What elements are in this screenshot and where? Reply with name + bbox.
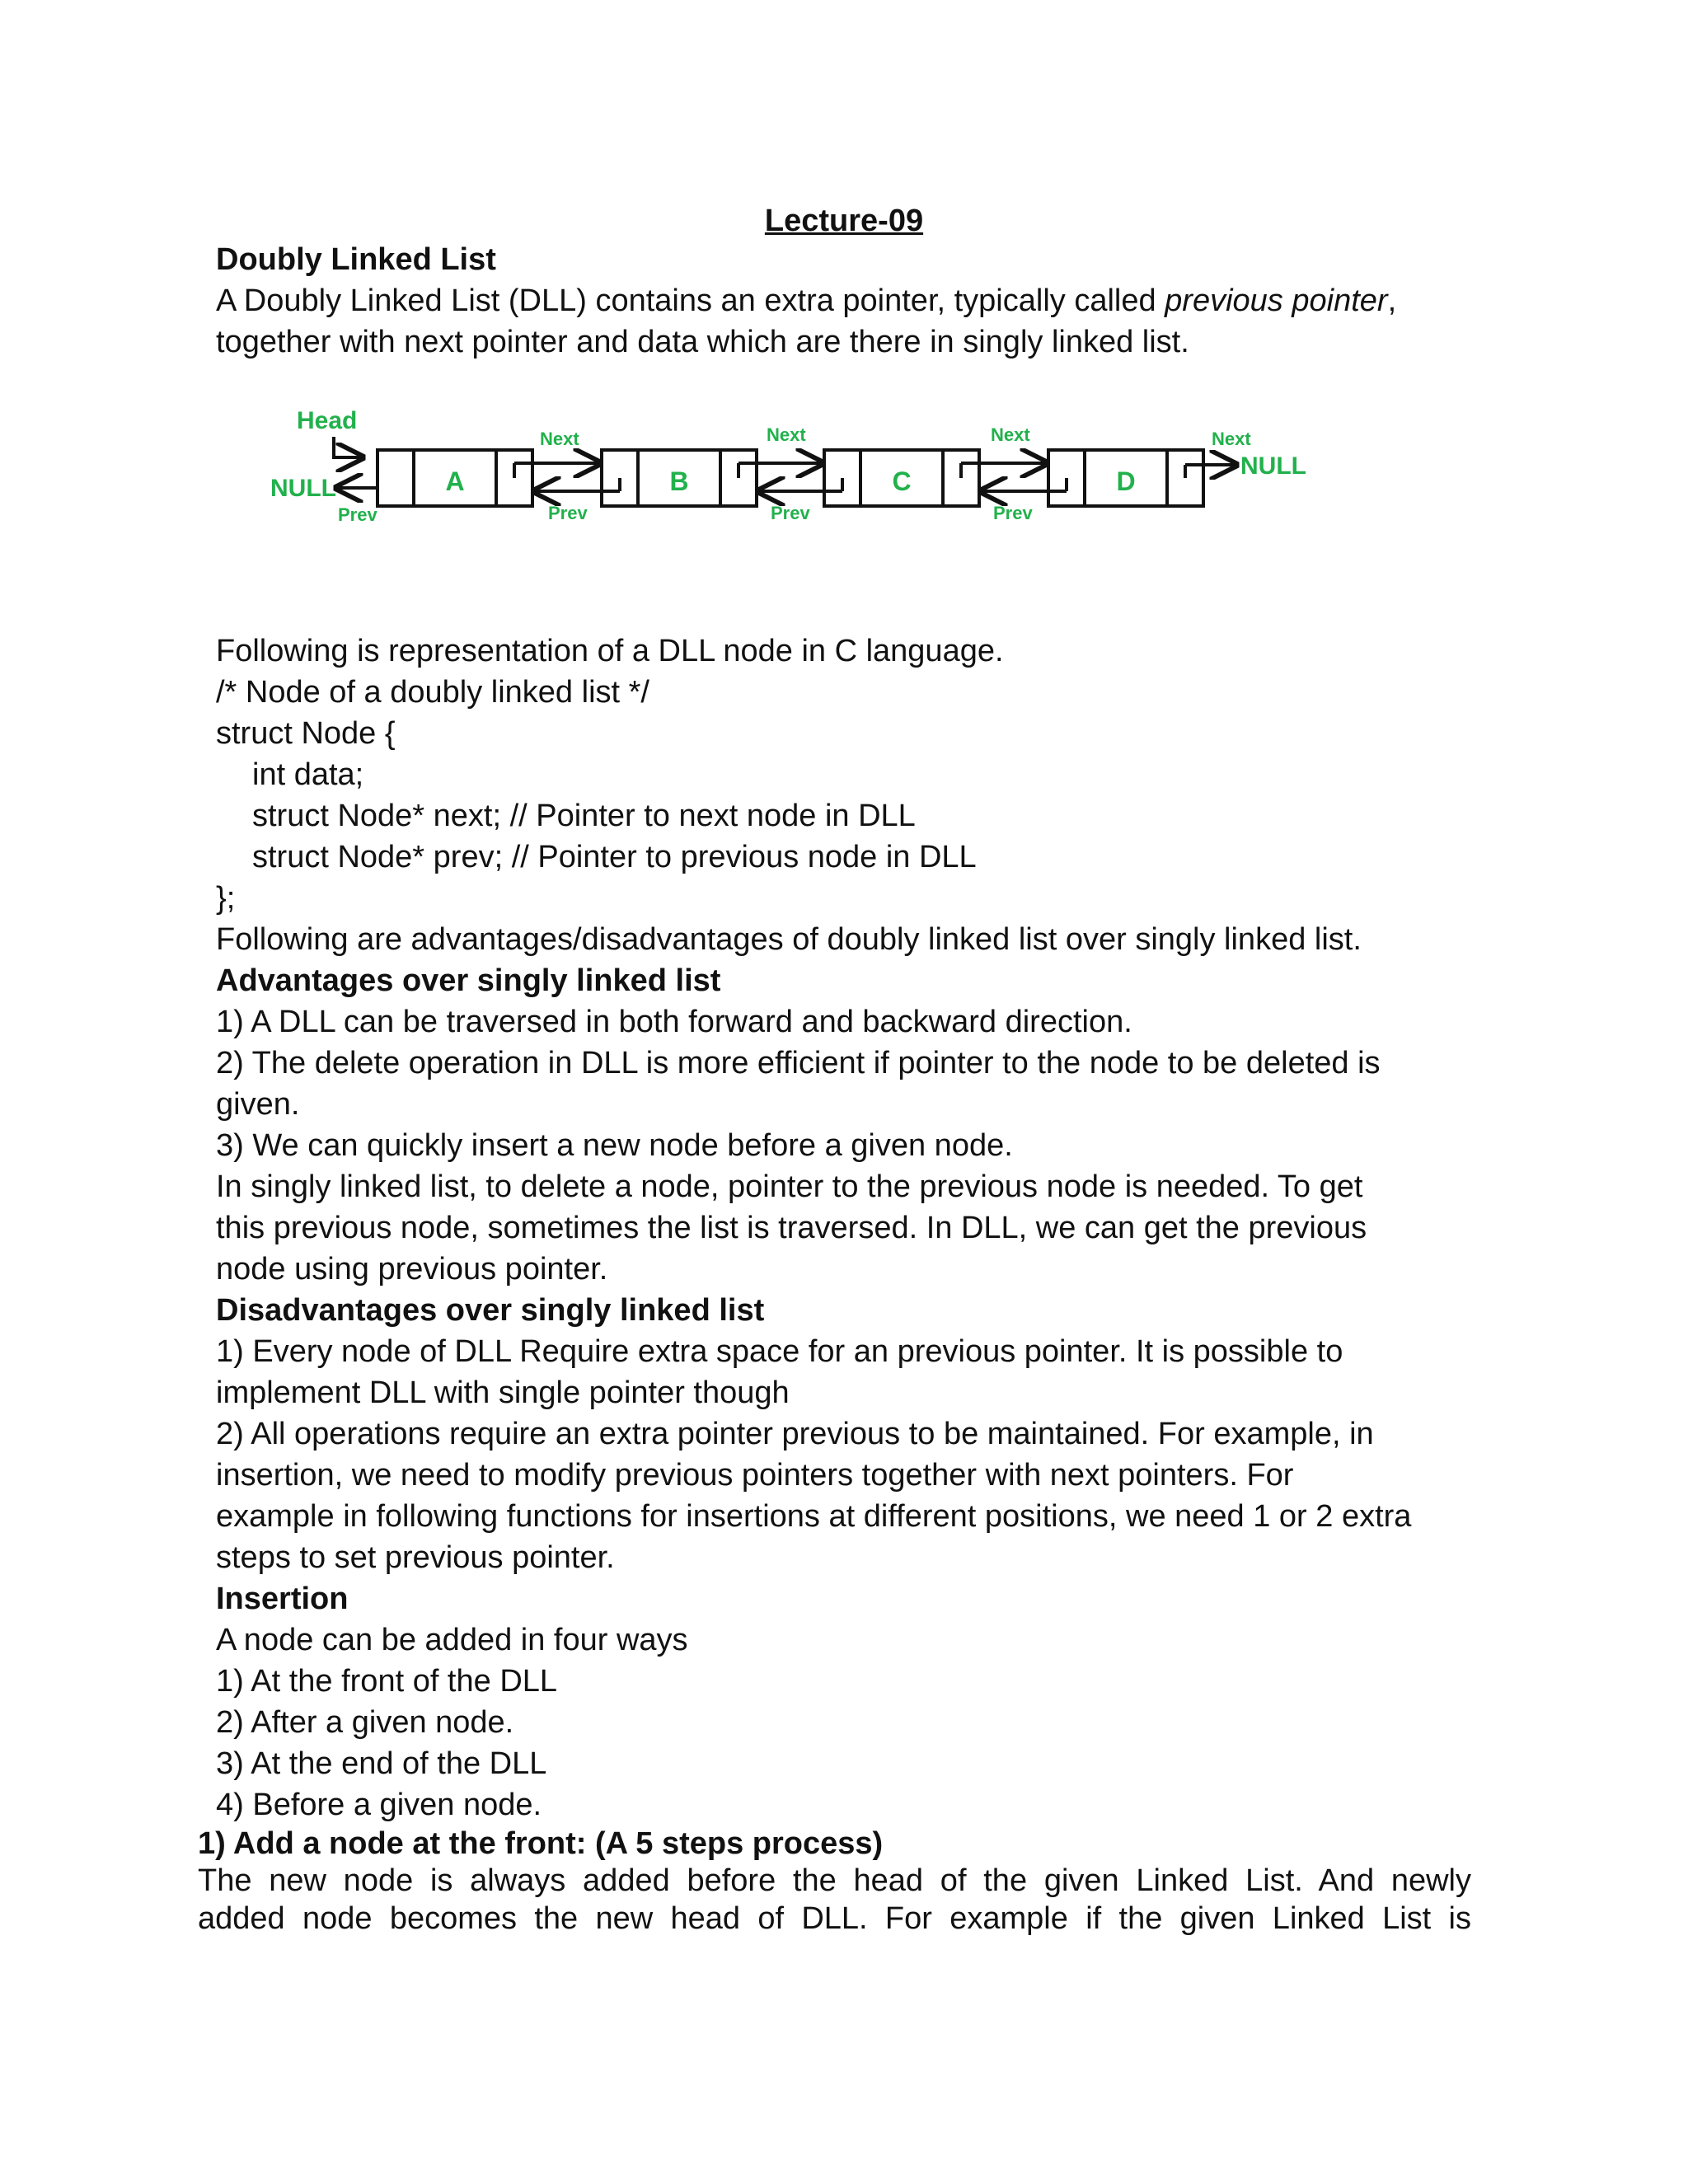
node-label-c: C xyxy=(892,466,912,496)
insertion-lead: A node can be added in four ways xyxy=(216,1623,688,1657)
node-label-a: A xyxy=(445,466,465,496)
add-front-paragraph-line-1: The new node is always added before the head of the given Linked List. And newly xyxy=(198,1863,1471,1898)
code-struct-open: struct Node { xyxy=(216,716,396,751)
next-label-b: Next xyxy=(767,424,806,445)
node-d xyxy=(1048,450,1203,506)
code-field-next: struct Node* next; // Pointer to next node in DLL xyxy=(252,799,916,833)
adv-line-6: this previous node, sometimes the list is traversed. In DLL, we can get the previous xyxy=(216,1211,1367,1245)
code-field-data: int data; xyxy=(252,757,364,792)
code-struct-close: }; xyxy=(216,881,236,916)
section-heading-dll: Doubly Linked List xyxy=(216,242,496,277)
disadv-line-3: 2) All operations require an extra pointer previous to be maintained. For example, in xyxy=(216,1417,1374,1451)
page-title: Lecture-09 xyxy=(764,204,924,238)
disadv-line-6: steps to set previous pointer. xyxy=(216,1540,615,1575)
next-label-c: Next xyxy=(991,424,1030,445)
prev-label-c: Prev xyxy=(771,503,810,523)
adv-line-4: 3) We can quickly insert a new node before a given node. xyxy=(216,1128,1013,1163)
intro-italic-term: previous pointer xyxy=(1165,284,1388,318)
node-b xyxy=(602,450,757,506)
adv-line-3: given. xyxy=(216,1087,300,1122)
next-label-d: Next xyxy=(1212,429,1251,449)
prev-label: Prev xyxy=(338,504,377,525)
code-comment: /* Node of a doubly linked list */ xyxy=(216,675,649,710)
code-intro: Following is representation of a DLL node in C language. xyxy=(216,634,1004,668)
code-field-prev: struct Node* prev; // Pointer to previous node in DLL xyxy=(252,840,977,874)
intro-paragraph-line-2: together with next pointer and data which are there in singly linked list. xyxy=(216,325,1189,359)
insertion-way-3: 3) At the end of the DLL xyxy=(216,1746,547,1781)
section-heading-insertion: Insertion xyxy=(216,1582,349,1616)
adv-line-7: node using previous pointer. xyxy=(216,1252,608,1286)
head-pointer-arrow xyxy=(334,437,363,457)
node-label-d: D xyxy=(1116,466,1136,496)
section-heading-add-front: 1) Add a node at the front: (A 5 steps process) xyxy=(198,1826,884,1861)
null-left-label: NULL xyxy=(270,475,336,502)
adv-lead: Following are advantages/disadvantages of doubly linked list over singly linked list. xyxy=(216,922,1362,957)
node-label-b: B xyxy=(669,466,689,496)
dll-diagram xyxy=(247,396,1335,544)
disadv-line-1: 1) Every node of DLL Require extra space for an previous pointer. It is possible to xyxy=(216,1334,1343,1369)
prev-label-d: Prev xyxy=(993,503,1033,523)
add-front-paragraph-line-2: added node becomes the new head of DLL. For example if the given Linked List is xyxy=(198,1901,1471,1936)
section-heading-disadvantages: Disadvantages over singly linked list xyxy=(216,1293,765,1328)
intro-paragraph-line-1 xyxy=(216,280,1396,321)
adv-line-5: In singly linked list, to delete a node, pointer to the previous node is needed. To get xyxy=(216,1169,1363,1204)
insertion-way-1: 1) At the front of the DLL xyxy=(216,1664,558,1699)
insertion-way-4: 4) Before a given node. xyxy=(216,1788,542,1822)
disadv-line-5: example in following functions for insertions at different positions, we need 1 or 2 extra xyxy=(216,1499,1412,1534)
head-label: Head xyxy=(297,407,358,434)
section-heading-advantages: Advantages over singly linked list xyxy=(216,963,721,998)
intro-text-end: , xyxy=(1387,284,1397,318)
adv-line-2: 2) The delete operation in DLL is more efficient if pointer to the node to be deleted is xyxy=(216,1046,1381,1080)
insertion-way-2: 2) After a given node. xyxy=(216,1705,514,1740)
adv-line-1: 1) A DLL can be traversed in both forward and backward direction. xyxy=(216,1005,1132,1039)
disadv-line-4: insertion, we need to modify previous pointers together with next pointers. For xyxy=(216,1458,1294,1493)
node-c xyxy=(824,450,979,506)
next-label-a: Next xyxy=(540,429,579,449)
disadv-line-2: implement DLL with single pointer though xyxy=(216,1376,790,1410)
intro-text: A Doubly Linked List (DLL) contains an extra pointer, typically called xyxy=(216,284,1165,318)
prev-label-b: Prev xyxy=(548,503,588,523)
null-right-label: NULL xyxy=(1240,452,1306,480)
node-a xyxy=(377,450,532,506)
